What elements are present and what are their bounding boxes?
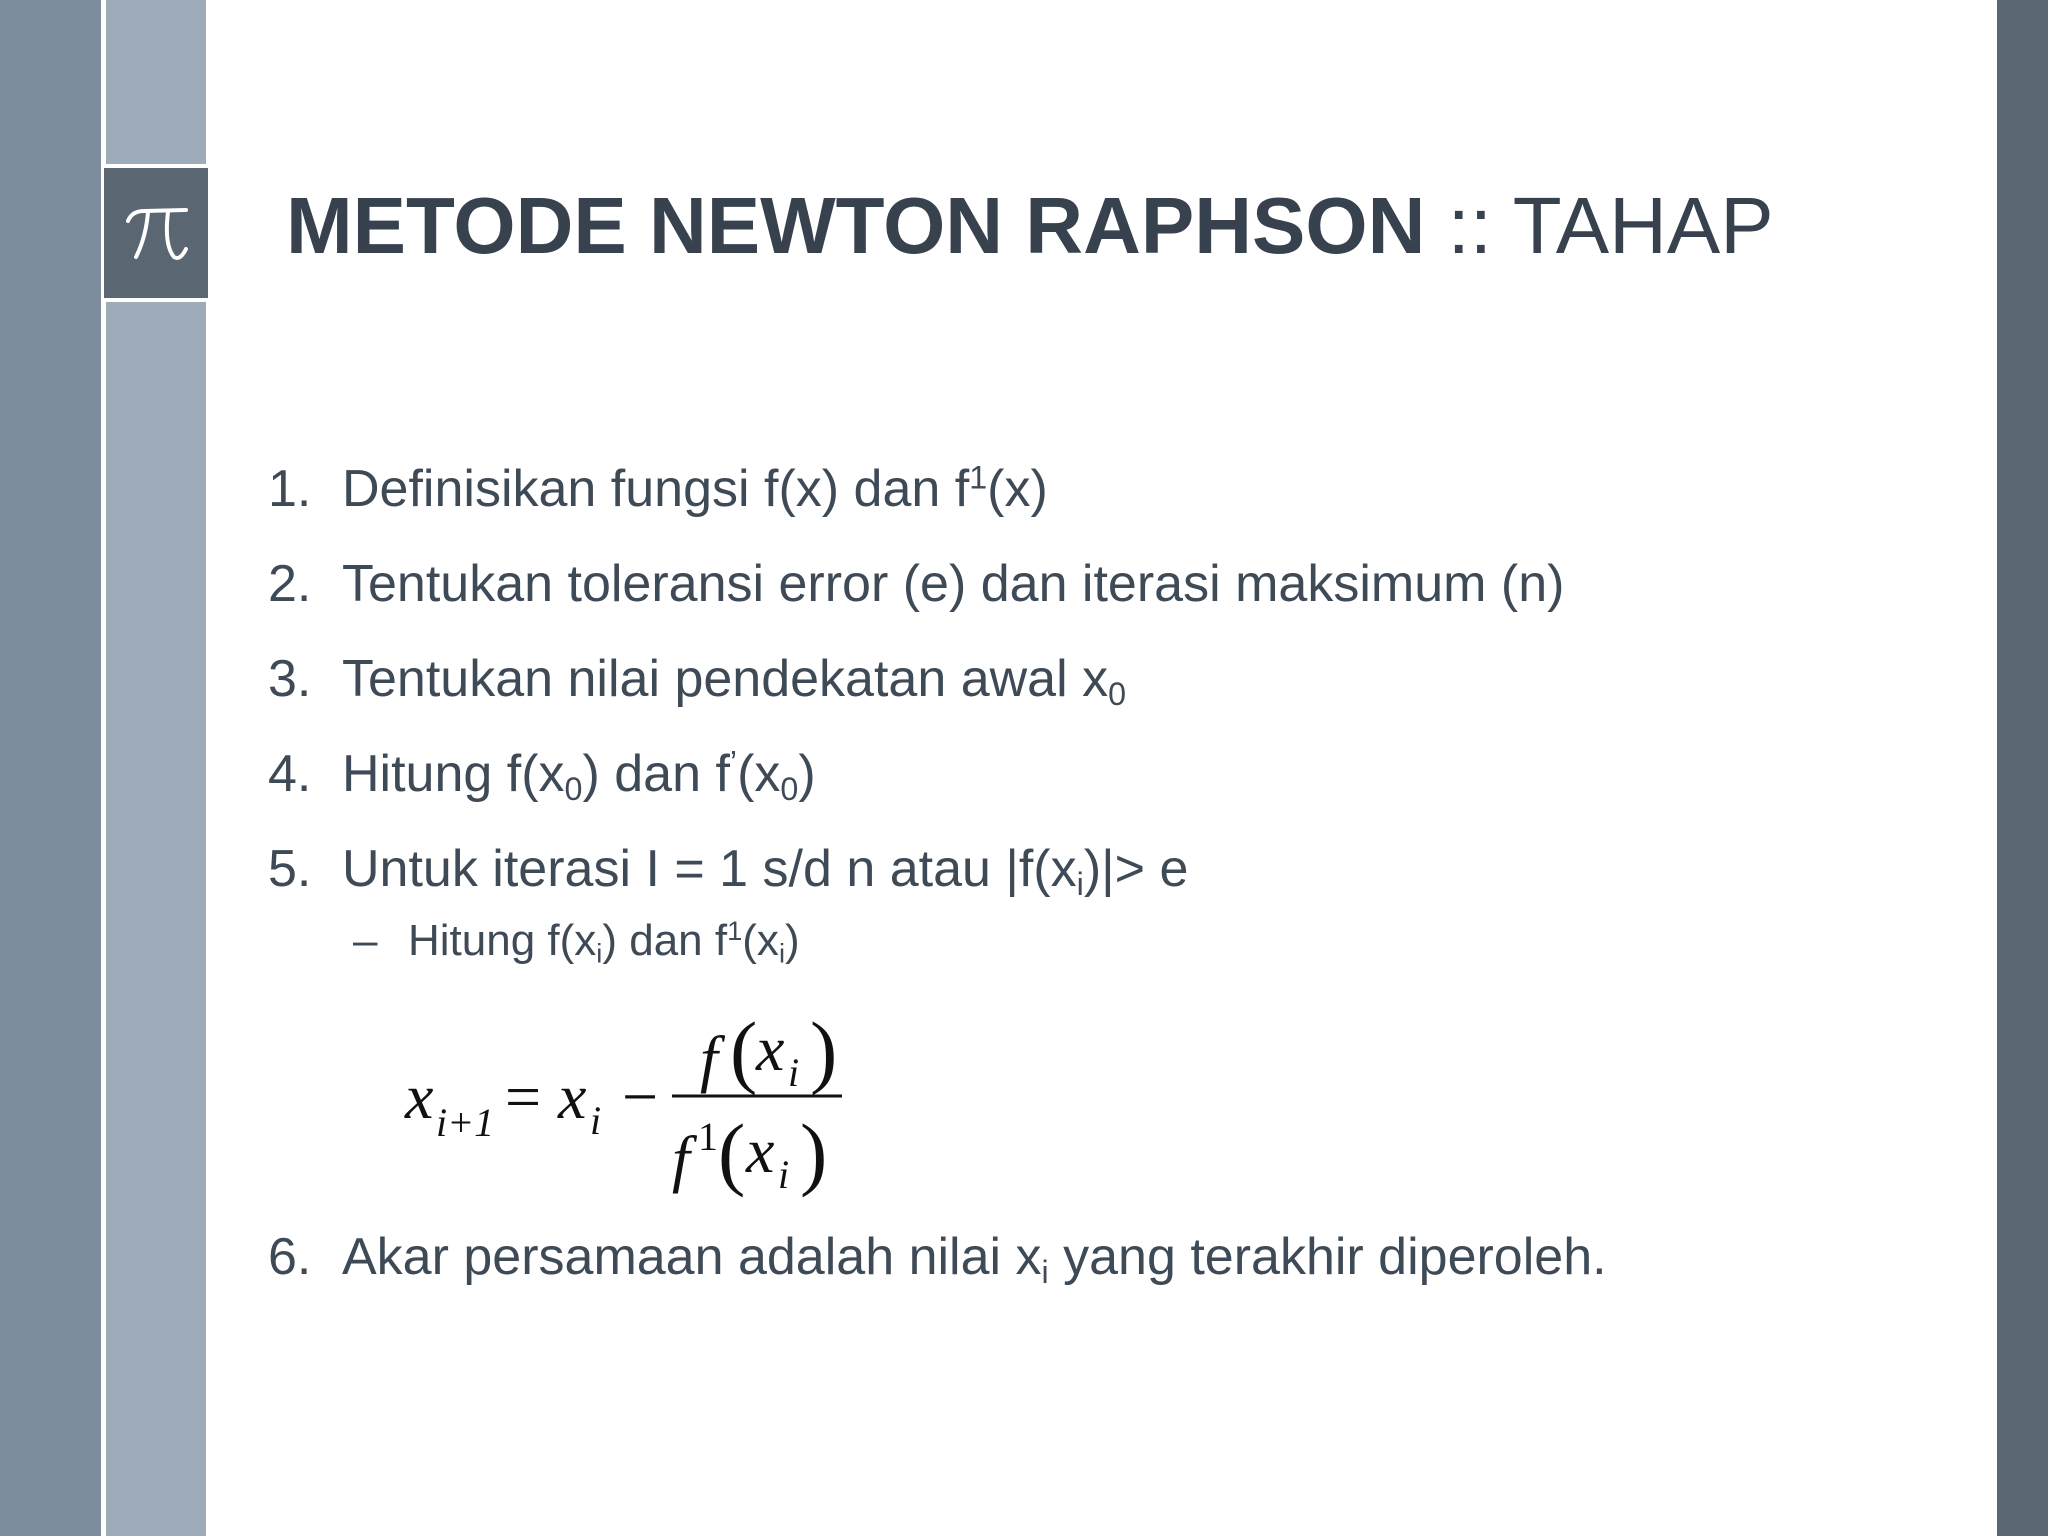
numerator-f: f (700, 1023, 718, 1094)
subscript: i (778, 937, 785, 969)
numerator-lparen: ( (730, 1005, 758, 1096)
step-number: 2. (268, 555, 312, 613)
subscript: i (1041, 1254, 1049, 1291)
step-number: 6. (268, 1228, 312, 1286)
denominator-sub: i (778, 1152, 790, 1197)
right-strip (1997, 0, 2048, 1536)
title-suffix: :: TAHAP (1425, 181, 1774, 270)
step-text: Akar persamaan adalah nilai x (342, 1228, 1042, 1286)
subscript: 0 (564, 771, 583, 808)
denominator-f: f (672, 1123, 690, 1194)
left-outer-strip (0, 0, 101, 1536)
numerator-sub: i (788, 1050, 800, 1095)
step-5 (268, 840, 1189, 903)
superscript: 1 (727, 915, 743, 946)
subscript: 0 (780, 771, 799, 808)
denominator-lparen: ( (718, 1107, 746, 1198)
superscript: ’ (729, 744, 738, 781)
formula-minus: − (622, 1061, 659, 1132)
step-5-substep (353, 915, 800, 969)
step-text: (x (737, 745, 781, 803)
step-text: ) (798, 745, 816, 803)
subscript: 0 (1108, 676, 1127, 713)
superscript: 1 (969, 459, 988, 496)
step-text: Tentukan nilai pendekatan awal x (342, 650, 1109, 708)
step-number: 1. (268, 460, 312, 518)
substep-text: ) dan f (602, 916, 728, 965)
denominator-sup: 1 (698, 1114, 718, 1159)
dash-bullet: – (353, 916, 378, 965)
denominator-rparen: ) (800, 1107, 828, 1198)
pi-icon (120, 197, 192, 269)
subscript: i (596, 937, 603, 969)
page-title (286, 181, 1774, 270)
formula-equals: = (505, 1061, 542, 1132)
step-1 (268, 459, 1048, 518)
formula-x-sub: i (590, 1098, 602, 1143)
substep-text: (x (742, 916, 779, 965)
formula-lhs-sub (436, 1100, 494, 1145)
numerator-x: x (756, 1013, 785, 1084)
denominator-x: x (746, 1115, 775, 1186)
numerator-rparen: ) (810, 1005, 838, 1096)
substep-text: ) (785, 916, 800, 965)
step-text: Untuk iterasi I = 1 s/d n atau |f(x (342, 840, 1077, 898)
step-text: Hitung f(x (342, 745, 565, 803)
substep-text: Hitung f(x (408, 916, 597, 965)
title-main: METODE NEWTON RAPHSON (286, 181, 1426, 270)
step-3 (268, 650, 1127, 713)
subscript: i (1076, 866, 1084, 903)
step-text: yang terakhir diperoleh. (1048, 1228, 1607, 1286)
formula-lhs-var: x (405, 1061, 434, 1132)
step-text: Definisikan fungsi f(x) dan f (342, 460, 970, 518)
step-6 (268, 1228, 1607, 1291)
pi-logo (104, 164, 208, 302)
step-text: ) dan f (582, 745, 730, 803)
step-4 (268, 744, 816, 808)
step-number: 3. (268, 650, 312, 708)
step-text: Tentukan toleransi error (e) dan iterasi maksimum (n) (342, 555, 1565, 613)
step-text-end: (x) (987, 460, 1048, 518)
newton-raphson-formula (400, 1000, 860, 1200)
step-2 (268, 555, 1565, 613)
step-number: 5. (268, 840, 312, 898)
formula-x-var: x (558, 1061, 587, 1132)
formula-lhs-sub-text: i+1 (436, 1100, 495, 1145)
step-text: )|> e (1083, 840, 1189, 898)
formula-svg (400, 1000, 860, 1200)
step-number: 4. (268, 745, 312, 803)
